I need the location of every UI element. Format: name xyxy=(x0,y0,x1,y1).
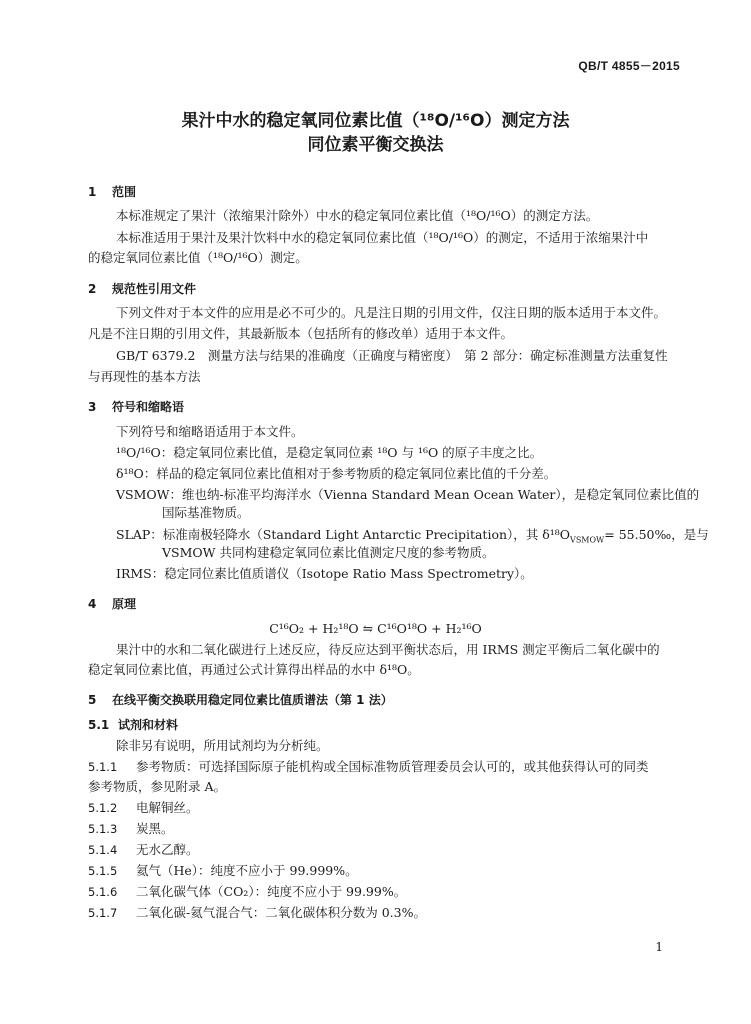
section-2-heading: 2 规范性引用文件 xyxy=(88,282,197,296)
definition-vsmow: VSMOW：维也纳-标准平均海洋水（Vienna Standard Mean Ocean Water），是稳定氧同位素比值的 xyxy=(116,487,700,502)
list-item: 参考物质，参见附录 A。 xyxy=(88,779,227,794)
section-2-paragraph: 下列文件对于本文件的应用是必不可少的。凡是注日期的引用文件，仅注日期的版本适用于本文件。 xyxy=(116,305,667,320)
reference-entry: GB/T 6379.2 测量方法与结果的准确度（正确度与精密度） 第 2 部分：确定标准测量方法重复性 xyxy=(116,348,668,363)
definition-slap: SLAP：标准南极轻降水（Standard Light Antarctic Precipitation），其 $\delta^{18}O_{VSMOW}=$ 55.50‰，是与 xyxy=(116,527,709,545)
list-item: 5.1.7 二氧化碳-氦气混合气：二氧化碳体积分数为 0.3%。 xyxy=(88,905,426,920)
section-5-heading: 5 在线平衡交换联用稳定同位素比值质谱法（第 1 法） xyxy=(88,693,393,707)
definition-vsmow: 国际基准物质。 xyxy=(162,505,250,520)
page-number: 1 xyxy=(655,940,663,954)
list-item: 5.1.5 氦气（He）：纯度不应小于 99.999%。 xyxy=(88,863,358,878)
section-5-1-heading: 5.1 试剂和材料 xyxy=(88,718,179,732)
section-4-heading: 4 原理 xyxy=(88,597,137,611)
section-5-1-intro: 除非另有说明，所用试剂均为分析纯。 xyxy=(116,738,329,753)
section-1-heading: 1 范围 xyxy=(88,185,137,199)
section-3-intro: 下列符号和缩略语适用于本文件。 xyxy=(116,424,304,439)
section-1-paragraph: 本标准适用于果汁及果汁饮料中水的稳定氧同位素比值（¹⁸O/¹⁶O）的测定，不适用于浓缩果汁中 xyxy=(116,230,649,245)
document-subtitle: 同位素平衡交换法 xyxy=(307,135,444,155)
list-item: 5.1.4 无水乙醇。 xyxy=(88,842,199,857)
section-4-paragraph: 果汁中的水和二氧化碳进行上述反应，待反应达到平衡状态后，用 IRMS 测定平衡后二氧化碳中的 xyxy=(116,642,660,657)
list-item: 5.1.3 炭黑。 xyxy=(88,821,174,836)
reference-entry: 与再现性的基本方法 xyxy=(88,369,201,384)
list-item: 5.1.2 电解铜丝。 xyxy=(88,800,199,815)
definition-irms: IRMS：稳定同位素比值质谱仪（Isotope Ratio Mass Spectrometry）。 xyxy=(116,566,533,581)
document-title: 果汁中水的稳定氧同位素比值（¹⁸O/¹⁶O）测定方法 xyxy=(181,111,570,131)
standard-number: QB/T 4855－2015 xyxy=(578,59,680,73)
list-item: 5.1.1 参考物质：可选择国际原子能机构或全国标准物质管理委员会认可的，或其他获得认可的同类 xyxy=(88,759,649,774)
list-item: 5.1.6 二氧化碳气体（CO₂）：纯度不应小于 99.99%。 xyxy=(88,884,407,899)
reaction-equation: C¹⁶O₂ + H₂¹⁸O ⇋ C¹⁶O¹⁸O + H₂¹⁶O xyxy=(269,621,482,636)
section-3-heading: 3 符号和缩略语 xyxy=(88,400,185,414)
section-1-paragraph: 的稳定氧同位素比值（¹⁸O/¹⁶O）测定。 xyxy=(88,250,308,265)
definition-delta: δ¹⁸O：样品的稳定氧同位素比值相对于参考物质的稳定氧同位素比值的千分差。 xyxy=(116,466,557,481)
definition-slap: VSMOW 共同构建稳定氧同位素比值测定尺度的参考物质。 xyxy=(162,545,495,560)
definition-ratio: ¹⁸O/¹⁶O：稳定氧同位素比值，是稳定氧同位素 ¹⁸O 与 ¹⁶O 的原子丰度之比。 xyxy=(116,445,543,460)
section-1-paragraph: 本标准规定了果汁（浓缩果汁除外）中水的稳定氧同位素比值（¹⁸O/¹⁶O）的测定方法。 xyxy=(116,208,599,223)
section-4-paragraph: 稳定氧同位素比值，再通过公式计算得出样品的水中 δ¹⁸O。 xyxy=(88,662,420,677)
section-2-paragraph: 凡是不注日期的引用文件，其最新版本（包括所有的修改单）适用于本文件。 xyxy=(88,326,514,341)
